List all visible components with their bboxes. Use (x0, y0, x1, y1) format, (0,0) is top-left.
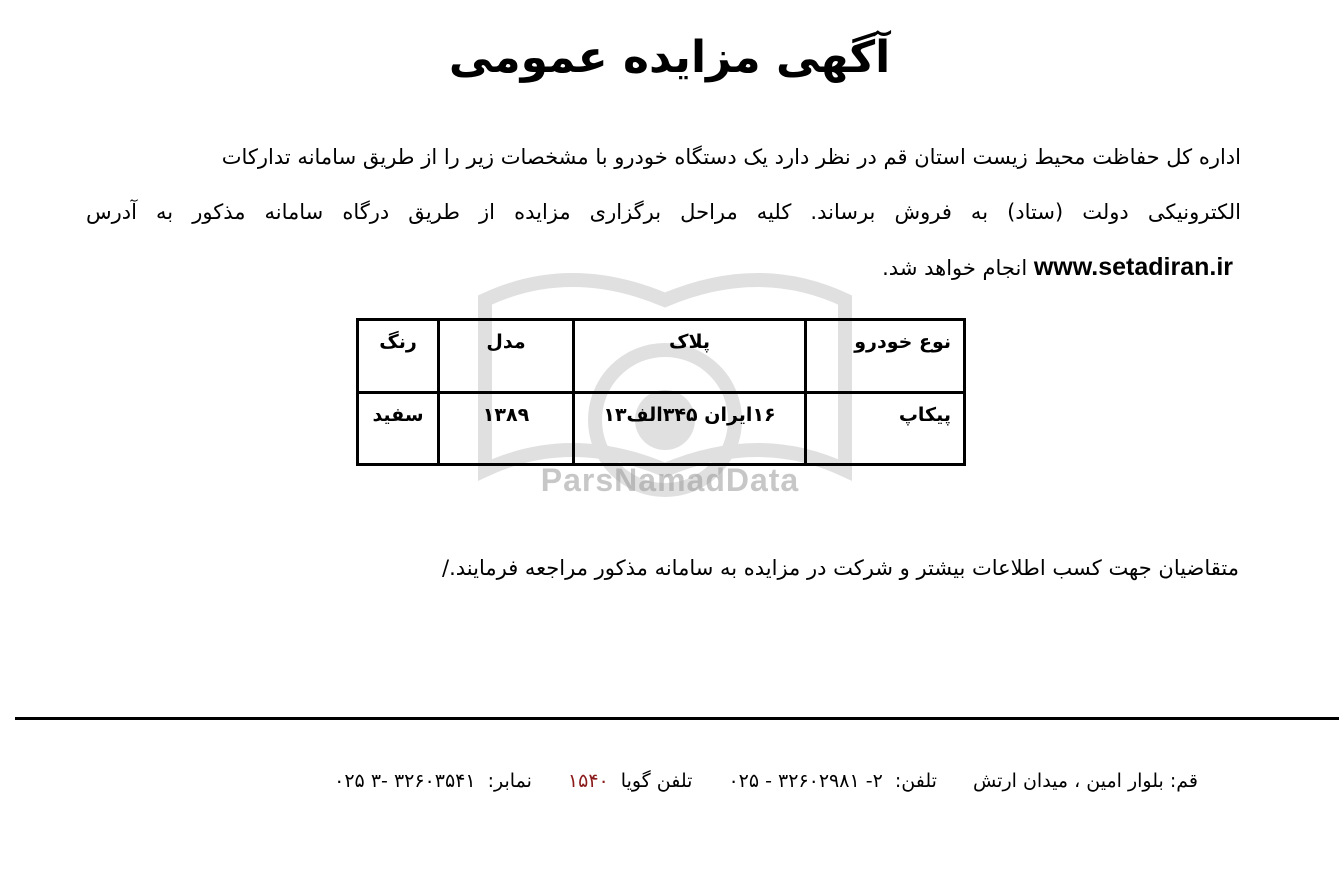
website-link[interactable]: www.setadiran.ir (1033, 253, 1233, 281)
page-title: آگهی مزایده عمومی (448, 32, 891, 83)
intro-paragraph (86, 130, 1241, 296)
cell-color: سفید (358, 392, 439, 465)
footer-address: قم: بلوار امین ، میدان ارتش (972, 770, 1198, 792)
footer-fax-label: نمابر: (487, 770, 532, 792)
footer-fax-value: ۳۲۶۰۳۵۴۱ -۳ ۰۲۵ (334, 770, 476, 792)
header-color: رنگ (358, 320, 439, 393)
cell-plate: ۱۶ایران ۳۴۵الف۱۳ (574, 392, 806, 465)
footer-talking-phone-label: تلفن گویا (620, 770, 693, 792)
footer-contact (150, 764, 1198, 798)
footer-divider (15, 717, 1339, 720)
vehicle-table (356, 318, 966, 466)
header-plate: پلاک (574, 320, 806, 393)
header-model: مدل (439, 320, 574, 393)
intro-line-2: الکترونیکی دولت (ستاد) به فروش برساند. کلیه مراحل برگزاری مزایده از طریق درگاه سامانه مذکور به آدرس (86, 200, 1241, 224)
intro-line-1: اداره کل حفاظت محیط زیست استان قم در نظر دارد یک دستگاه خودرو با مشخصات زیر را از طریق سامانه تدارکات (221, 145, 1241, 169)
table-header-row (358, 320, 965, 393)
intro-line-3 (86, 240, 1241, 296)
footer-phone-label: تلفن: (894, 770, 937, 792)
cell-vehicle-type: پیکاپ (806, 392, 965, 465)
header-vehicle-type: نوع خودرو (806, 320, 965, 393)
watermark-brand: ParsNamadData (540, 462, 800, 498)
table-row (358, 392, 965, 465)
closing-paragraph: متقاضیان جهت کسب اطلاعات بیشتر و شرکت در مزایده به سامانه مذکور مراجعه فرمایند./ (442, 556, 1239, 580)
intro-line-3-suffix: انجام خواهد شد. (882, 256, 1028, 280)
footer-phone-value: ۲- ۳۲۶۰۲۹۸۱ - ۰۲۵ (728, 770, 883, 792)
footer-talking-phone-value: ۱۵۴۰ (567, 770, 609, 792)
cell-model: ۱۳۸۹ (439, 392, 574, 465)
